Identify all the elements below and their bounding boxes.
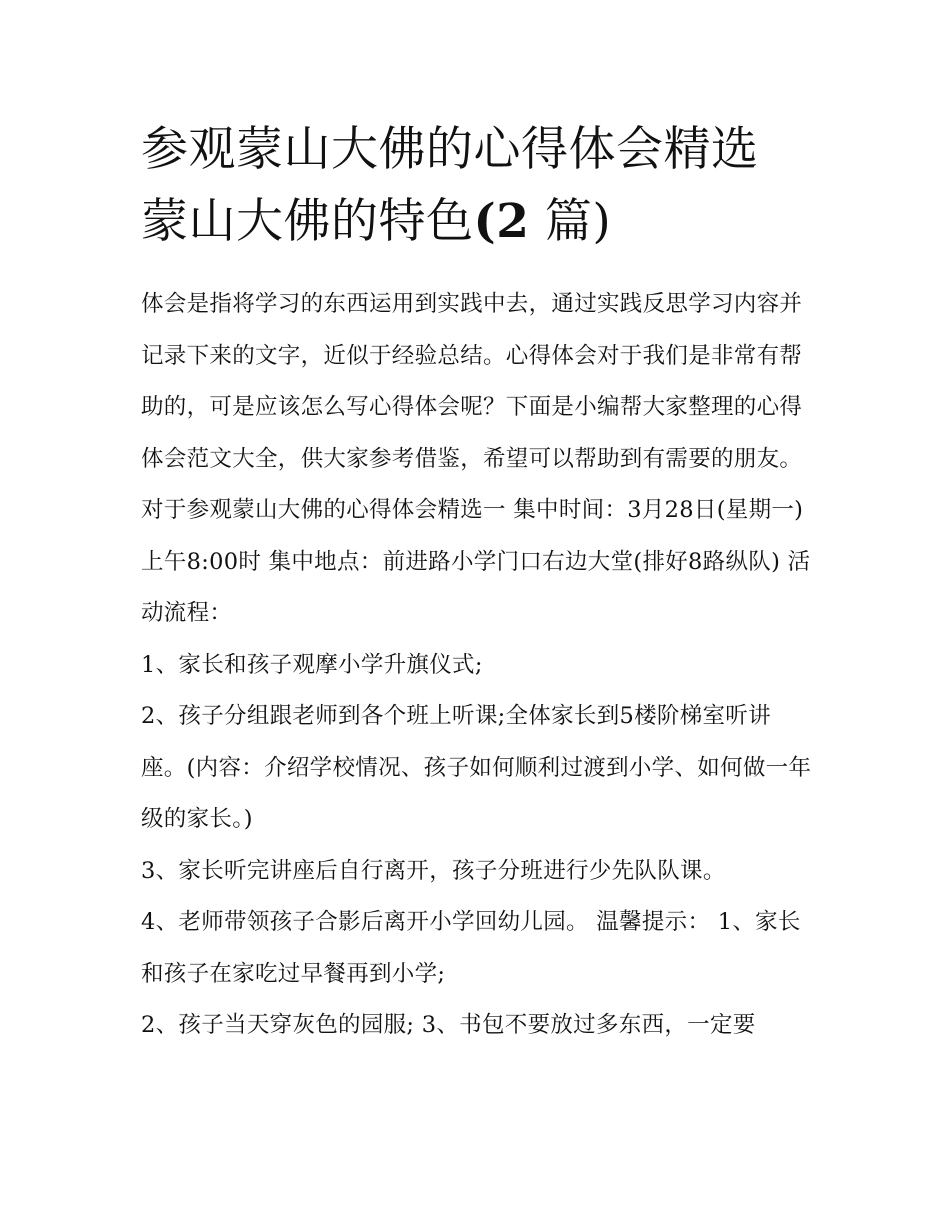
document-body <box>141 279 813 1052</box>
intro-paragraph: 体会是指将学习的东西运用到实践中去，通过实践反思学习内容并记录下来的文字，近似于经验总结。心得体会对于我们是非常有帮助的，可是应该怎么写心得体会呢？下面是小编帮大家整理的心得体会范文大全，供大家参考借鉴，希望可以帮助到有需要的朋友。 <box>141 291 803 472</box>
title-count: (2 <box>473 194 530 249</box>
schedule-paragraph: 对于参观蒙山大佛的心得体会精选一 集中时间：3月28日(星期一)上午8:00时 集中地点：前进路小学门口右边大堂(排好8路纵队) 活动流程： <box>141 497 811 626</box>
title-line-2-main: 蒙山大佛的特色 <box>141 194 474 249</box>
list-item: 2、孩子当天穿灰色的园服; 3、书包不要放过多东西，一定要 <box>141 1012 756 1038</box>
list-item: 1、家长和孩子观摩小学升旗仪式; <box>141 651 483 678</box>
title-line-1: 参观蒙山大佛的心得体会精选 <box>141 122 759 177</box>
title-line-2-tail: 篇) <box>544 194 612 249</box>
list-item: 4、老师带领孩子合影后离开小学回幼儿园。 温馨提示： 1、家长和孩子在家吃过早餐再到小学; <box>141 909 801 987</box>
document-title <box>141 114 831 258</box>
list-item: 2、孩子分组跟老师到各个班上听课;全体家长到5楼阶梯室听讲座。(内容：介绍学校情况、孩子如何顺利过渡到小学、如何做一年级的家长。) <box>141 703 812 832</box>
title-line-2 <box>141 194 611 249</box>
list-item: 3、家长听完讲座后自行离开，孩子分班进行少先队队课。 <box>141 857 726 884</box>
